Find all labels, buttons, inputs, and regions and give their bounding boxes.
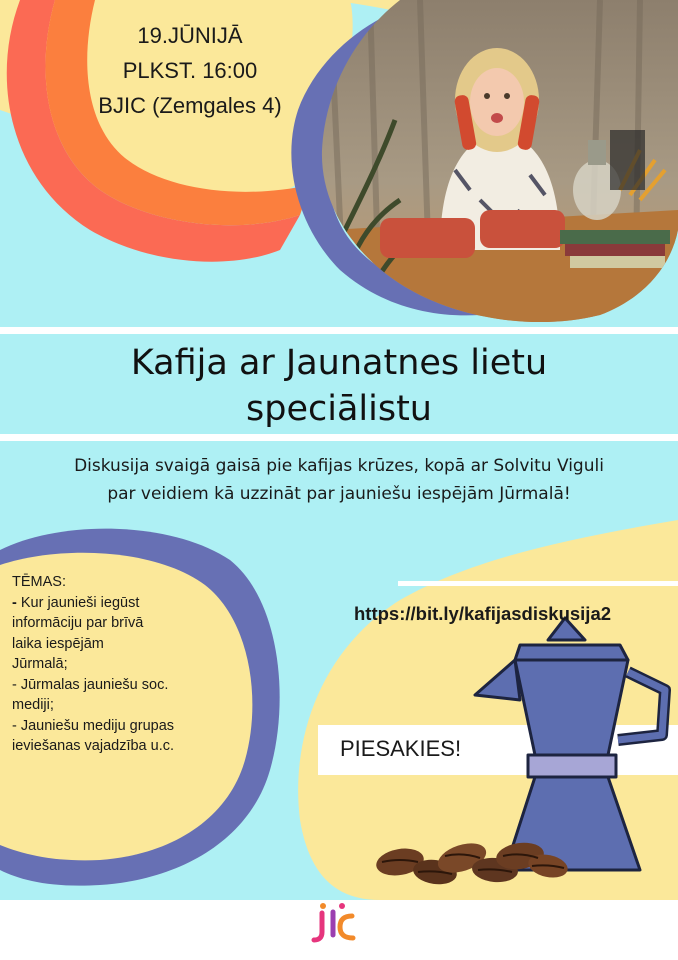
event-description	[20, 452, 658, 508]
event-date: 19.JŪNIJĀ	[137, 23, 243, 48]
topic-item-1-marker: -	[12, 594, 17, 611]
poster-title	[20, 340, 658, 432]
title-line-2: speciālistu	[246, 389, 432, 429]
topic-item-1-line-2: informāciju par brīvā	[12, 615, 144, 631]
topic-item-1-line-4: Jūrmalā;	[12, 656, 68, 672]
title-line-1: Kafija ar Jaunatnes lietu	[130, 343, 548, 383]
signup-cta: PIESAKIES!	[340, 736, 462, 761]
title-stripe-bottom	[0, 434, 678, 441]
topic-item-1	[12, 593, 252, 614]
footer	[0, 900, 678, 960]
description-line-2: par veidiem kā uzzināt par jauniešu iespējām Jūrmalā!	[107, 484, 571, 504]
topics-heading: TĒMAS:	[12, 574, 66, 590]
link-stripe	[398, 581, 678, 586]
description-line-1: Diskusija svaigā gaisā pie kafijas krūzes, kopā ar Solvitu Viguli	[74, 456, 604, 476]
event-place: BJIC (Zemgales 4)	[98, 93, 282, 118]
title-stripe-top	[0, 327, 678, 334]
registration-link[interactable]: https://bit.ly/kafijasdiskusija2	[354, 603, 612, 624]
topic-item-1-text: Kur jaunieši iegūst	[16, 594, 140, 611]
topic-item-2-line-1: - Jūrmalas jauniešu soc.	[12, 676, 169, 693]
topics-list	[12, 572, 252, 757]
bjic-logo	[0, 900, 678, 960]
topic-item-3-line-1: - Jauniešu mediju grupas	[12, 717, 175, 734]
topic-item-2-line-2: mediji;	[12, 697, 54, 713]
topic-item-1-line-3: laika iespējām	[12, 635, 104, 652]
topic-item-3-line-2: ieviešanas vajadzība u.c.	[12, 738, 175, 754]
event-time: PLKST. 16:00	[122, 58, 258, 83]
event-info	[60, 18, 320, 123]
